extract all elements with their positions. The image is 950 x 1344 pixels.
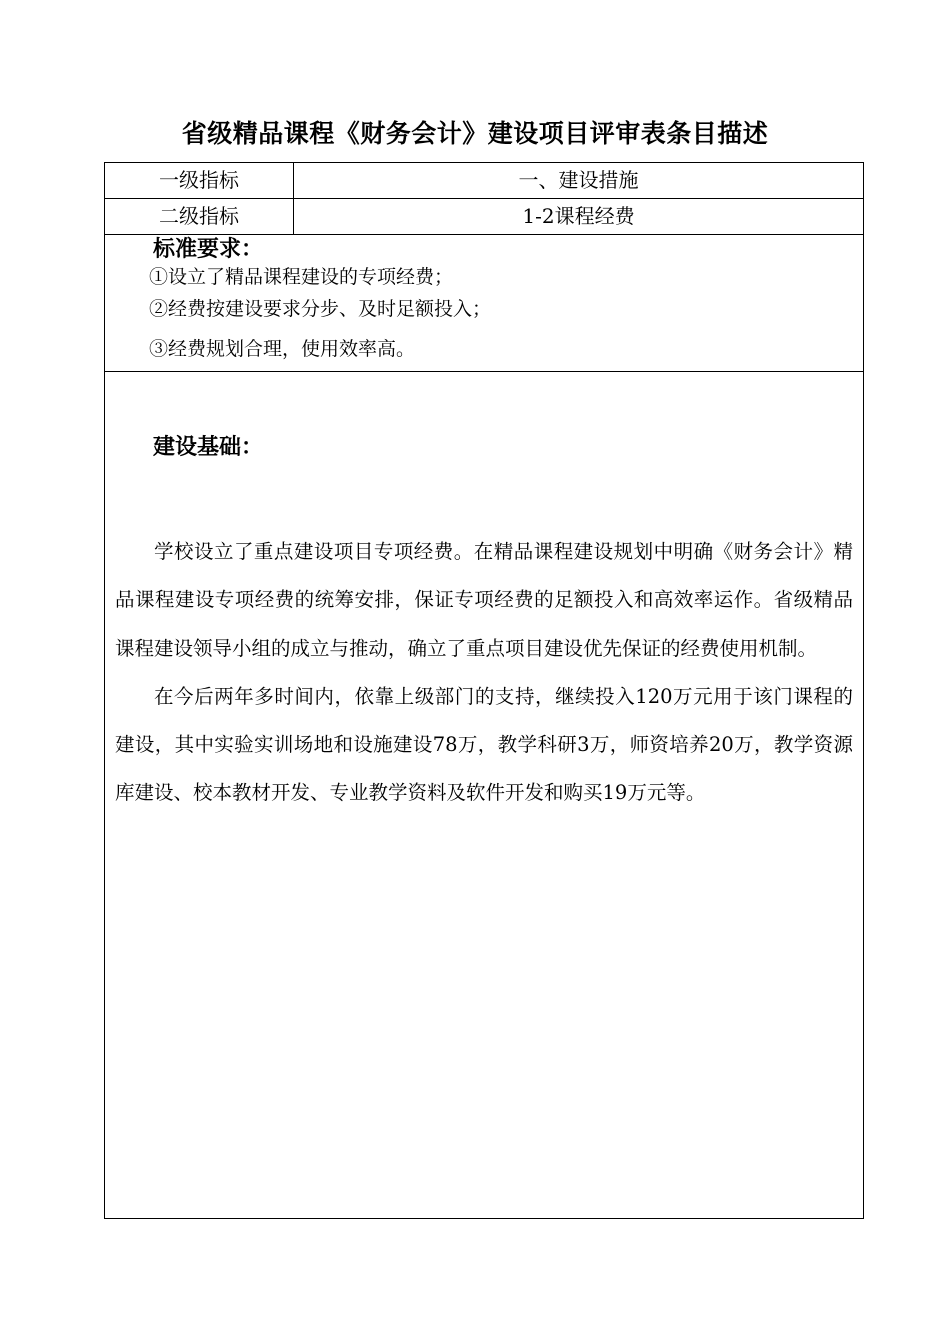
- requirement-item: ③经费规划合理，使用效率高。: [149, 338, 416, 360]
- basis-heading: 建设基础：: [153, 434, 264, 460]
- basis-body: [115, 528, 853, 818]
- level2-value: 1-2课程经费: [522, 204, 635, 228]
- table-row-level2: [105, 199, 863, 235]
- table-row-level1: [105, 163, 863, 199]
- level1-label: 一级指标: [105, 163, 294, 198]
- level1-value: 一、建设措施: [518, 168, 639, 192]
- requirements-heading: 标准要求：: [153, 236, 264, 262]
- basis-paragraph: 学校设立了重点建设项目专项经费。在精品课程建设规划中明确《财务会计》精品课程建设专项经费的统筹安排，保证专项经费的足额投入和高效率运作。省级精品课程建设领导小组的成立与推动，确立了重点项目建设优先保证的经费使用机制。: [115, 540, 853, 660]
- level2-label: 二级指标: [105, 199, 294, 234]
- basis-paragraph: 在今后两年多时间内，依靠上级部门的支持，继续投入120万元用于该门课程的建设，其中实验实训场地和设施建设78万，教学科研3万，师资培养20万，教学资源库建设、校本教材开发、专业教学资料及软件开发和购买19万元等。: [115, 684, 853, 805]
- document-title: 省级精品课程《财务会计》建设项目评审表条目描述: [181, 119, 769, 148]
- review-table: [104, 162, 864, 1219]
- requirements-section: [105, 235, 863, 372]
- requirement-item: ①设立了精品课程建设的专项经费；: [149, 266, 454, 288]
- requirement-item: ②经费按建设要求分步、及时足额投入；: [149, 298, 492, 320]
